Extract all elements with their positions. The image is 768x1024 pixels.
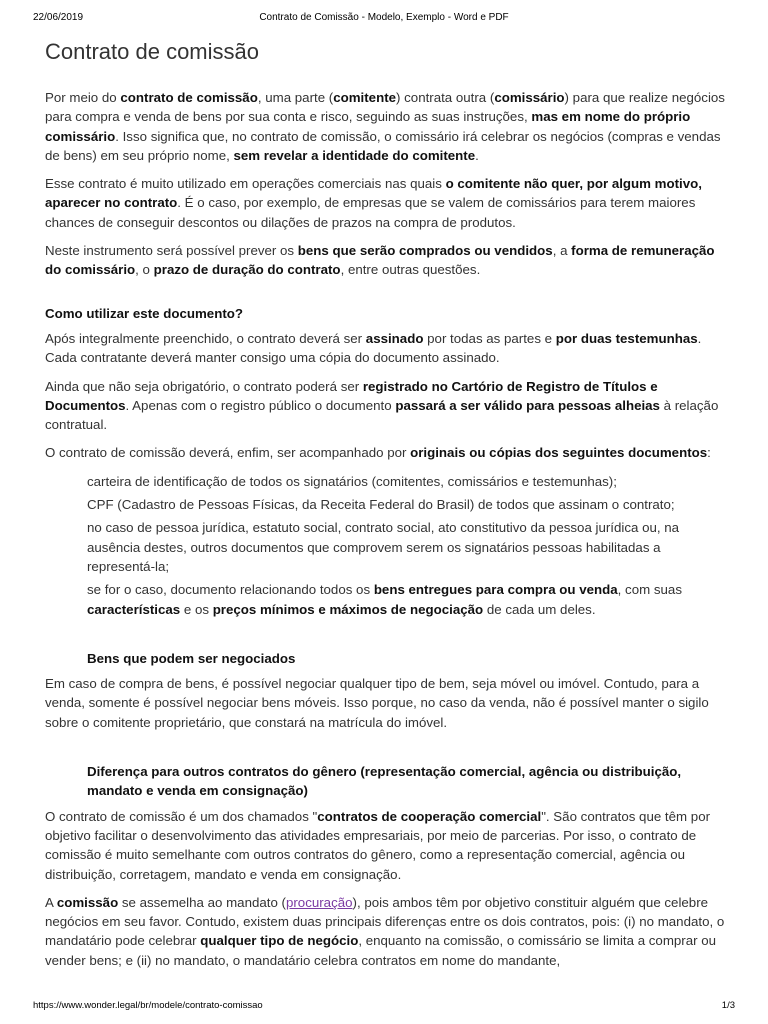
document-title: Contrato de comissão bbox=[45, 39, 259, 64]
page-number: 1/3 bbox=[721, 1000, 735, 1011]
print-footer bbox=[33, 1000, 735, 1014]
paragraph: Neste instrumento será possível prever os bens que serão comprados ou vendidos, a forma de remuneração do comissário, o prazo de duração do contrato, entre outras questões. bbox=[45, 243, 715, 278]
bold-text: assinado bbox=[365, 330, 424, 346]
bold-text: por duas testemunhas bbox=[555, 330, 698, 346]
document-list bbox=[45, 472, 730, 619]
print-header bbox=[33, 12, 735, 26]
paragraph: O contrato de comissão é um dos chamados "contratos de cooperação comercial". São contratos que têm por objetivo facilitar o desenvolvimento das atividades empresariais, por meio de parcerias. Por isso, o contrato de comissão é muito semelhante com outros contratos do gênero, como a representação comercial, agência ou distribuição, corretagem, mandato e venda em consignação. bbox=[45, 808, 711, 882]
bold-text: contratos de cooperação comercial bbox=[317, 808, 542, 824]
paragraph: Após integralmente preenchido, o contrato deverá ser assinado por todas as partes e por duas testemunhas. Cada contratante deverá manter consigo uma cópia do documento assinado. bbox=[45, 330, 702, 366]
bold-text: mas em nome do próprio comissário bbox=[45, 109, 691, 144]
paragraph: Por meio do contrato de comissão, uma parte (comitente) contrata outra (comissário) para que realize negócios para compra e venda de bens por sua conta e risco, seguindo as suas instruções, mas em nome do próprio comissário. Isso significa que, no contrato de comissão, o comissário irá celebrar os negócios (compras e vendas de bens) em seu próprio nome, sem revelar a identidade do comitente. bbox=[45, 90, 725, 163]
list-item: carteira de identificação de todos os signatários (comitentes, comissários e testemunhas); bbox=[87, 473, 617, 489]
paragraph: O contrato de comissão deverá, enfim, ser acompanhado por originais ou cópias dos seguintes documentos: bbox=[45, 445, 711, 461]
print-date: 22/06/2019 bbox=[33, 12, 84, 23]
paragraph: Esse contrato é muito utilizado em operações comerciais nas quais o comitente não quer, por algum motivo, aparecer no contrato. É o caso, por exemplo, de empresas que se valem de comissários para terem maiores chances de conseguir descontos ou dilações de prazos na compra de produtos. bbox=[45, 176, 702, 230]
paragraph: Ainda que não seja obrigatório, o contrato poderá ser registrado no Cartório de Registro de Títulos e Documentos. Apenas com o registro público o documento passará a ser válido para pessoas alheias à relação contratual. bbox=[45, 378, 719, 433]
bold-text: bens entregues para compra ou venda bbox=[373, 582, 618, 598]
section-heading-differences: Diferença para outros contratos do gênero (representação comercial, agência ou distribuição, mandato e venda em consignação) bbox=[87, 764, 682, 799]
procuracao-link[interactable]: procuração bbox=[285, 894, 353, 910]
bold-text: forma de remuneração do comissário bbox=[45, 243, 715, 278]
bold-text: comissão bbox=[56, 894, 119, 910]
bold-text: passará a ser válido para pessoas alheias bbox=[395, 397, 660, 413]
section-heading-usage: Como utilizar este documento? bbox=[45, 305, 243, 321]
paragraph: Em caso de compra de bens, é possível negociar qualquer tipo de bem, seja móvel ou imóvel. Contudo, para a venda, somente é possível negociar bens móveis. Isso porque, no caso da venda, não é possível manter o sigilo sobre o comitente proprietário, que constará na matrícula do imóvel. bbox=[45, 676, 709, 730]
bold-text: sem revelar a identidade do comitente bbox=[233, 147, 476, 163]
bold-text: características bbox=[87, 601, 181, 617]
bold-text: contrato de comissão bbox=[120, 90, 258, 105]
paragraph: A comissão se assemelha ao mandato (procuração), pois ambos têm por objetivo constituir alguém que celebre negócios em seu favor. Contudo, existem duas principais diferenças entre os dois contratos, pois: (i) no mandato, o mandatário pode celebrar qualquer tipo de negócio, enquanto na comissão, o comissário se limita a comprar ou vender bens; e (ii) no mandato, o mandatário celebra contratos em nome do mandante, bbox=[45, 894, 725, 968]
bold-text: originais ou cópias dos seguintes documentos bbox=[410, 445, 708, 461]
bold-text: bens que serão comprados ou vendidos bbox=[297, 243, 553, 259]
list-item: no caso de pessoa jurídica, estatuto social, contrato social, ato constitutivo da pessoa jurídica ou, na ausência destes, outros documentos que comprovem serem os signatários pessoas habilitadas a representá-la; bbox=[87, 520, 680, 574]
bold-text: comitente bbox=[333, 90, 397, 105]
print-title: Contrato de Comissão - Modelo, Exemplo - Word e PDF bbox=[259, 12, 509, 23]
section-heading-goods: Bens que podem ser negociados bbox=[87, 650, 296, 666]
bold-text: prazo de duração do contrato bbox=[153, 262, 341, 278]
bold-text: o comitente não quer, por algum motivo, aparecer no contrato bbox=[45, 176, 702, 211]
bold-text: preços mínimos e máximos de negociação bbox=[212, 601, 484, 617]
list-item: se for o caso, documento relacionando todos os bens entregues para compra ou venda, com suas características e os preços mínimos e máximos de negociação de cada um deles. bbox=[87, 582, 682, 617]
bold-text: comissário bbox=[494, 90, 565, 105]
bold-text: registrado no Cartório de Registro de Títulos e Documentos bbox=[45, 378, 658, 413]
bold-text: qualquer tipo de negócio bbox=[200, 933, 359, 949]
print-url: https://www.wonder.legal/br/modele/contrato-comissao bbox=[33, 1000, 263, 1011]
document-body bbox=[45, 38, 730, 988]
list-item: CPF (Cadastro de Pessoas Físicas, da Receita Federal do Brasil) de todos que assinam o contrato; bbox=[87, 497, 675, 513]
